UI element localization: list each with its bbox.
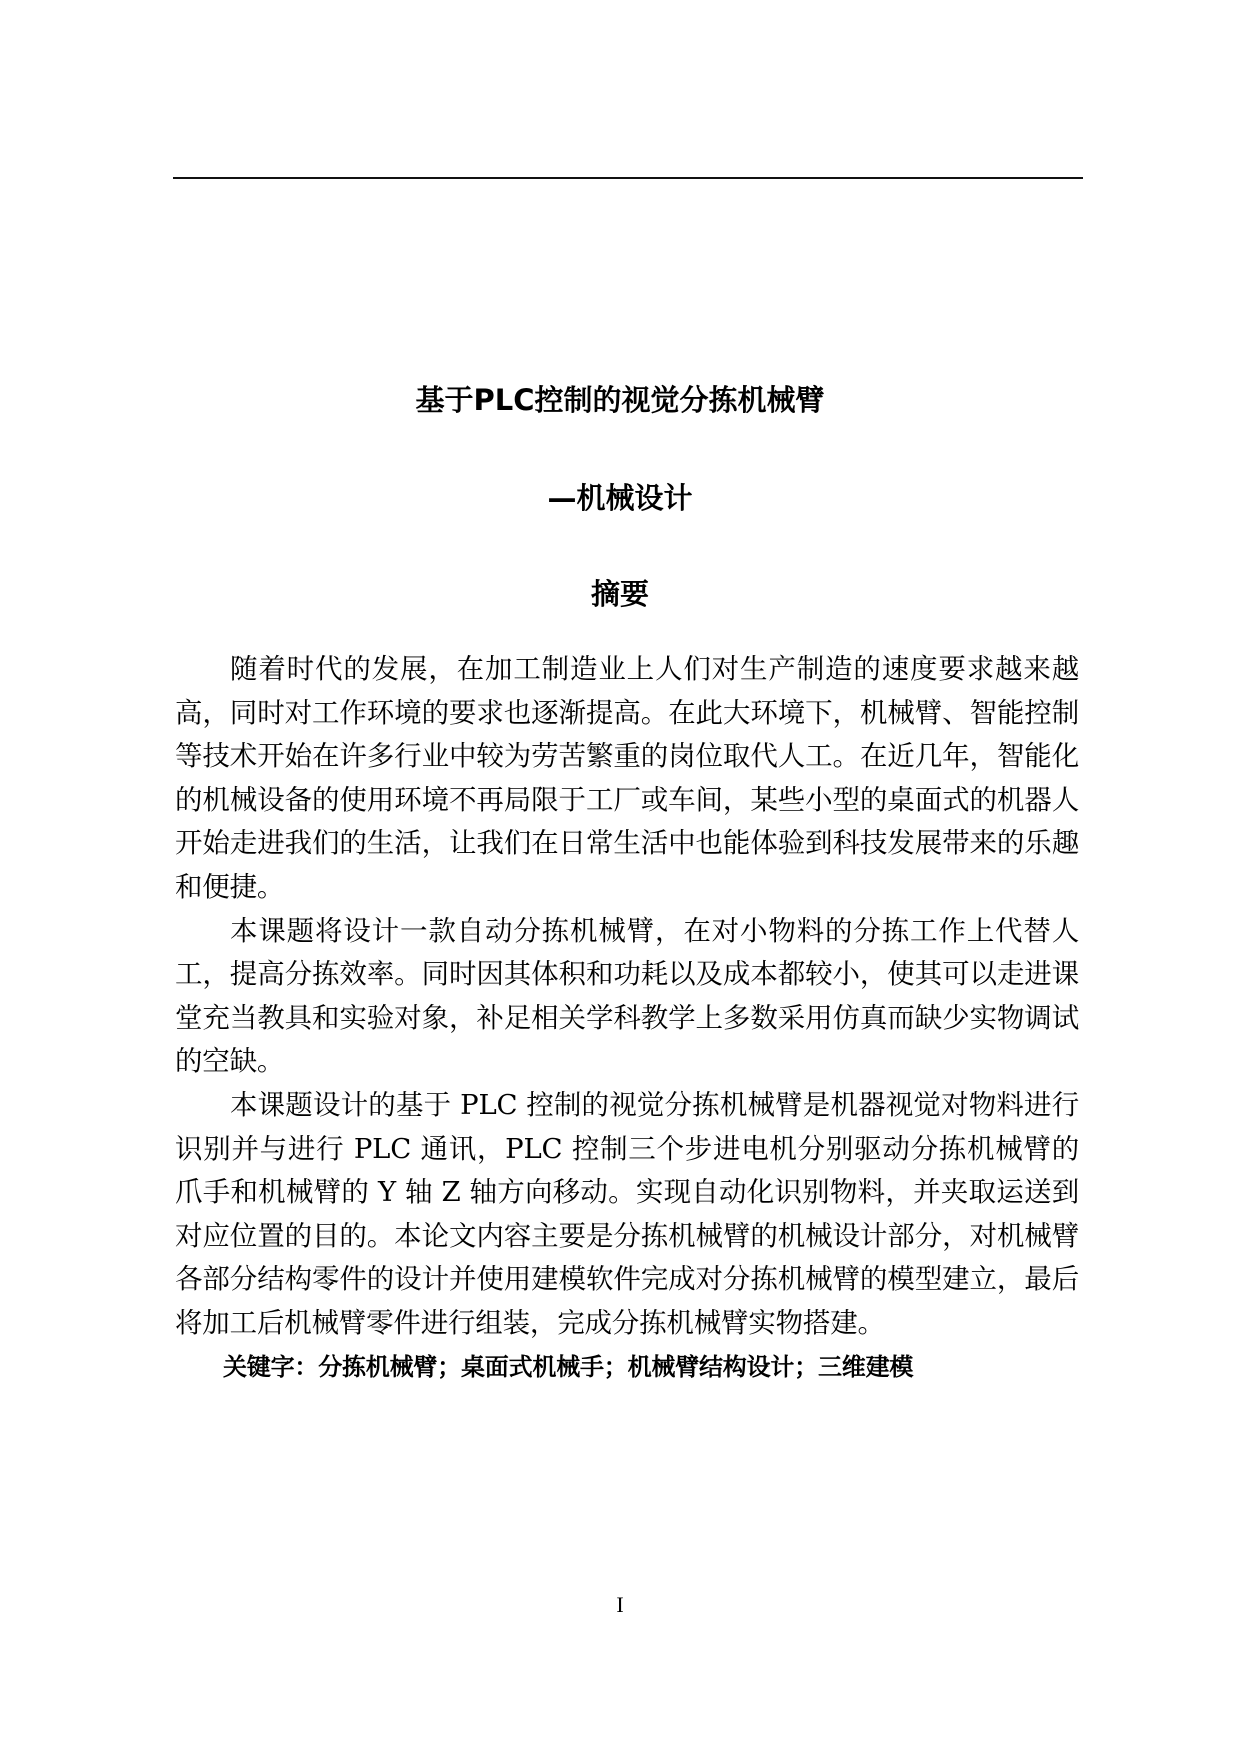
abstract-heading: 摘要 — [590, 577, 649, 611]
abstract-body — [175, 648, 1079, 1389]
keywords-label: 关键字： — [223, 1352, 319, 1381]
abstract-paragraph-3: 本课题设计的基于 PLC 控制的视觉分拣机械臂是机器视觉对物料进行识别并与进行 PLC 通讯，PLC 控制三个步进电机分别驱动分拣机械臂的爪手和机械臂的 Y 轴 Z 轴方向移动。实现自动化识别物料，并夹取运送到对应位置的目的。本论文内容主要是分拣机械臂的机械设计部分，对机械臂各部分结构零件的设计并使用建模软件完成对分拣机械臂的模型建立，最后将加工后机械臂零件进行组装，完成分拣机械臂实物搭建。 — [175, 1088, 1079, 1339]
keywords-line — [175, 1346, 1079, 1390]
page-number: I — [616, 1592, 624, 1617]
abstract-paragraph-1: 随着时代的发展，在加工制造业上人们对生产制造的速度要求越来越高，同时对工作环境的要求也逐渐提高。在此大环境下，机械臂、智能控制等技术开始在许多行业中较为劳苦繁重的岗位取代人工。在近几年，智能化的机械设备的使用环境不再局限于工厂或车间，某些小型的桌面式的机器人开始走进我们的生活，让我们在日常生活中也能体验到科技发展带来的乐趣和便捷。 — [175, 653, 1079, 903]
abstract-paragraph-2: 本课题将设计一款自动分拣机械臂，在对小物料的分拣工作上代替人工，提高分拣效率。同时因其体积和功耗以及成本都较小，使其可以走进课堂充当教具和实验对象，补足相关学科教学上多数采用仿真而缺少实物调试的空缺。 — [175, 914, 1079, 1078]
document-subtitle: —机械设计 — [547, 481, 693, 515]
keywords-terms: 分拣机械臂；桌面式机械手；机械臂结构设计；三维建模 — [318, 1352, 914, 1381]
header-rule — [173, 177, 1083, 179]
document-title: 基于PLC控制的视觉分拣机械臂 — [415, 383, 825, 417]
